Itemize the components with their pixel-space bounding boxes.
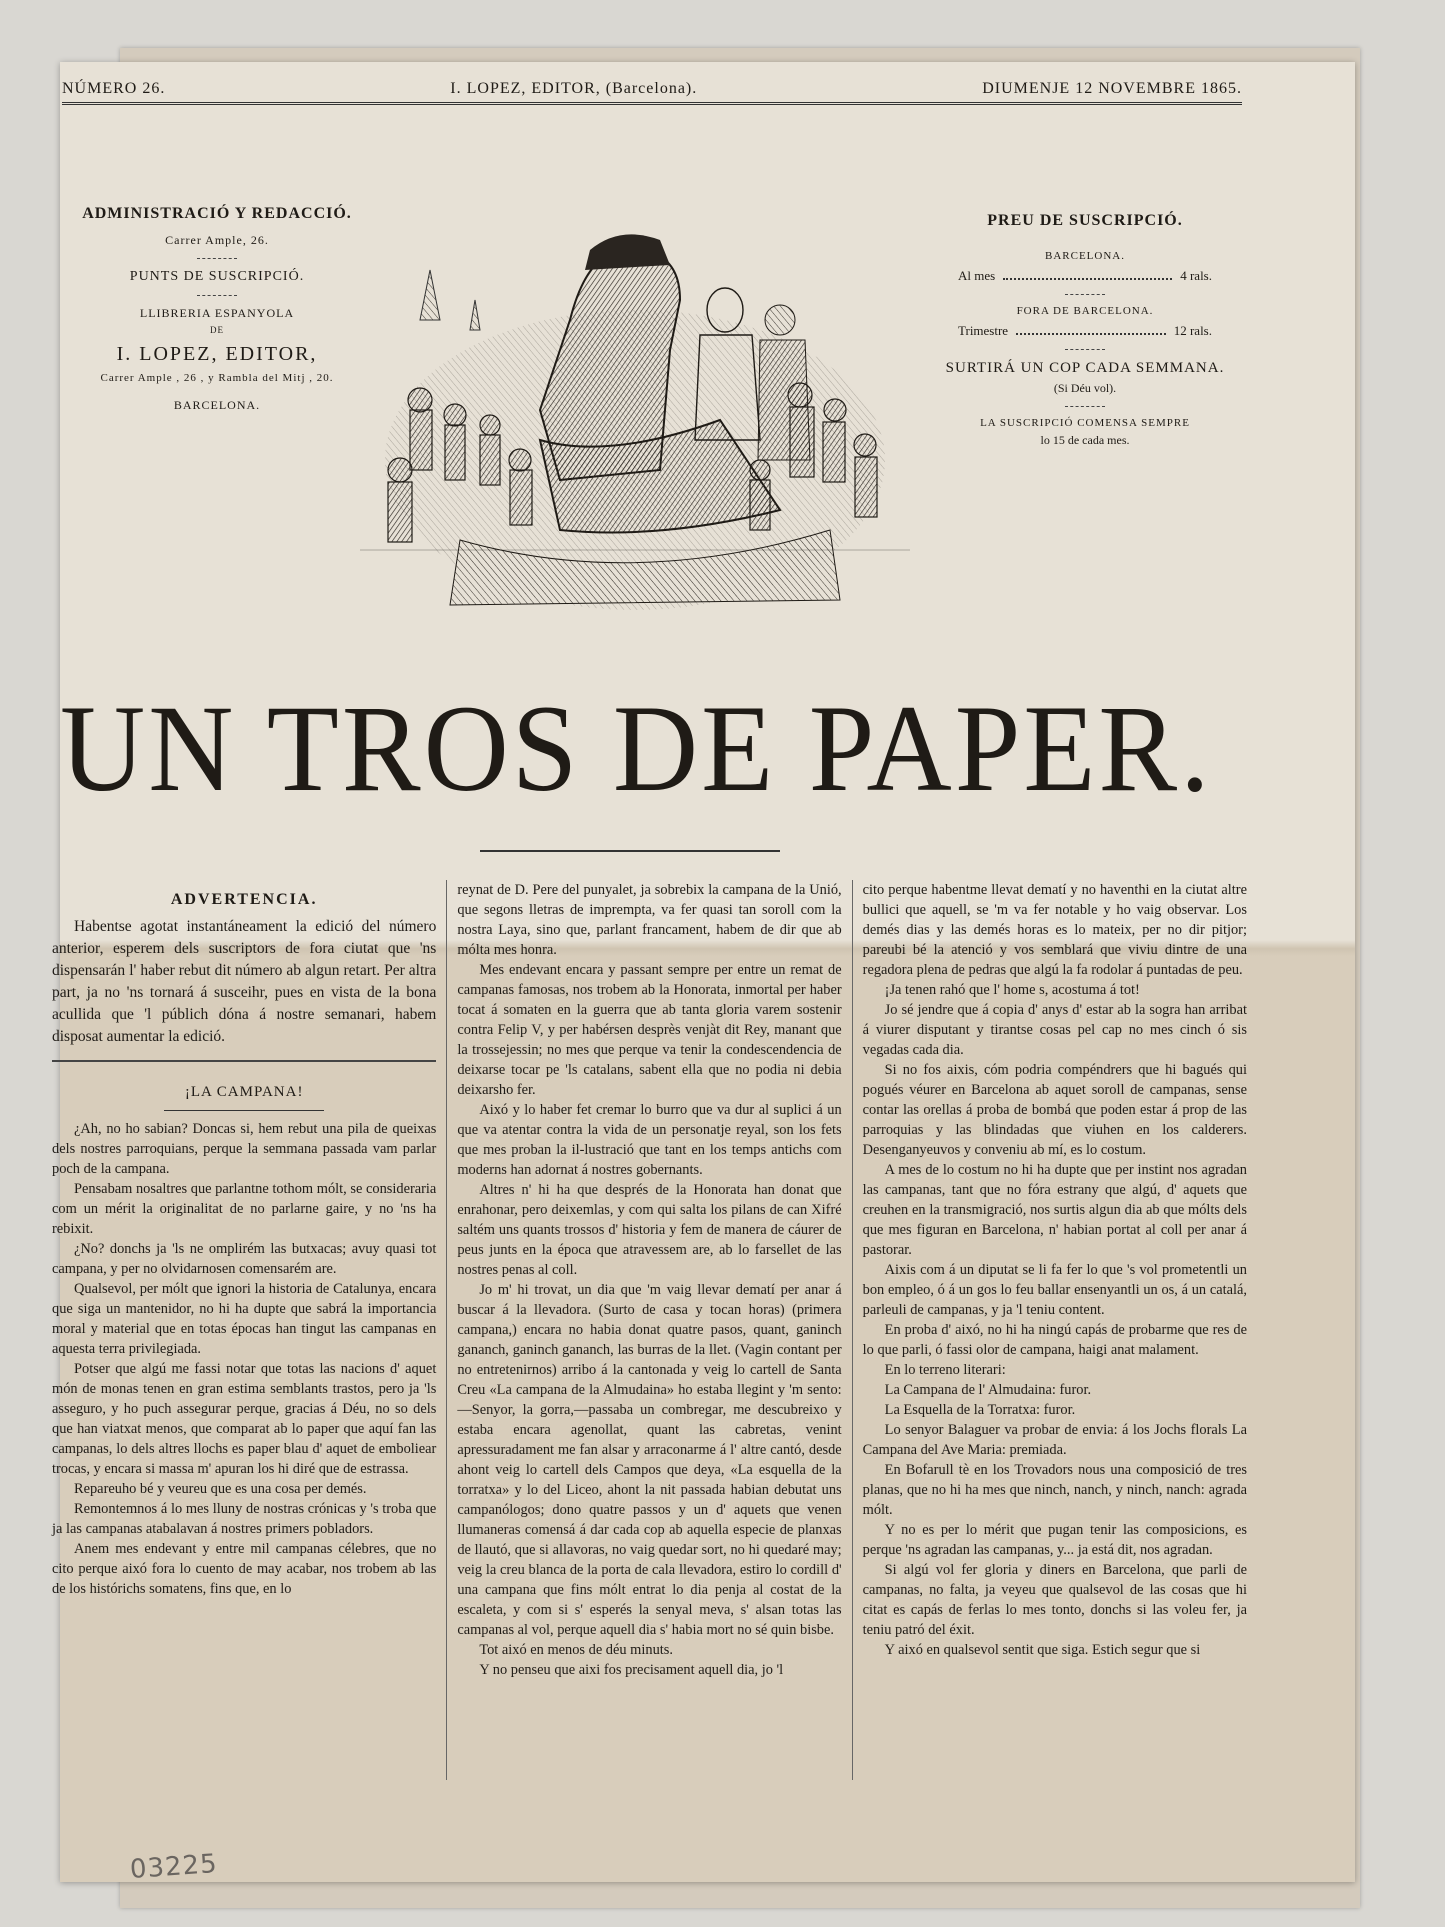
publisher-address: Carrer Ample , 26 , y Rambla del Mitj , 20. (100, 372, 334, 384)
paragraph: Lo senyor Balaguer va probar de envia: á los Jochs florals La Campana del Ave Maria: premiada. (862, 1422, 1247, 1458)
paragraph: Repareuho bé y veureu que es una cosa per demés. (74, 1481, 367, 1497)
paragraph: En proba d' aixó, no hi ha ningú capás de probarme que res de lo que parli, ó fassi olor de campana, haigi anat malament. (862, 1322, 1247, 1358)
paragraph: Jo sé jendre que á copia d' anys d' estar ab la sogra han arribat á viurer disputant y tirantse cosas pel cap no mes cinch ó sis vegadas cada dia. (862, 1002, 1247, 1058)
paragraph: Anem mes endevant y entre mil campanas célebres, que no cito perque aixó fora lo cuento de may acabar, nos trobem ab las de los histórichs somatens, fins que, en lo (52, 1541, 437, 1597)
barcelona-label: BARCELONA. (1045, 250, 1125, 262)
column-3 (852, 880, 1257, 1780)
points-heading: PUNTS DE SUSCRIPCIÓ. (129, 269, 305, 284)
divider (1065, 294, 1105, 295)
column-2 (446, 880, 851, 1780)
shop-name: LLIBRERIA ESPANYOLA (139, 306, 295, 320)
paragraph: Potser que algú me fassi notar que totas las nacions d' aquet món de monas tenen en gran estima semblants trastos, pero ja 'ls asseguro, y ho puch assegurar perque, gracias á Déu, no so dels que han viatxat menos, que comparat ab lo paper que aquí fan las campanas, lo dels altres llochs es paper blau d' aquet de emboliear trocas, y encara si massa m' apuran los hi diré que de estrassa. (52, 1361, 437, 1477)
paragraph: Altres n' hi ha que després de la Honorata han donat que enrahonar, pero deixemlas, y com qui salta los pilans de can Xifré saltém uns quants trossos d' historia y fem de manera de cáurer de peus junts en la época que atravessem are, ab lo farsellet de las nostres penas al coll. (457, 1182, 842, 1278)
quarter-label: Trimestre (958, 323, 1009, 338)
god-willing-note: (Si Déu vol). (1053, 381, 1117, 395)
editor-line: I. LOPEZ, EDITOR, (Barcelona). (450, 80, 698, 97)
month-price: 4 rals. (1180, 268, 1212, 283)
outside-label: FORA DE BARCELONA. (1016, 305, 1154, 317)
paragraph: En Bofarull tè en los Trovadors nous una composició de tres planas, que no hi ha mes que ninch, nanch, y ninch, nanch: agrada mólt. (862, 1462, 1247, 1518)
issue-date: DIUMENJE 12 NOVEMBRE 1865. (982, 80, 1242, 97)
administration-box (62, 205, 372, 417)
paragraph: Y no penseu que aixi fos precisament aquell dia, jo 'l (479, 1662, 784, 1678)
column-1 (42, 880, 446, 1780)
divider (1065, 406, 1105, 407)
issue-number: NÚMERO 26. (62, 80, 166, 97)
de-label: DE (210, 325, 224, 335)
divider (197, 295, 237, 296)
paragraph: Si no fos aixis, cóm podria compéndrers que hi bagués qui pogués véurer en Barcelona ab aquet soroll de campanas, sense contar las orellas á proba de bombá que poden estar á prop de las parroquias y las blindadas que viuhen en los calderers. Desenganyeuvos y conveniu ab mí, es lo costum. (862, 1062, 1247, 1158)
pencil-inventory-mark: 03225 (129, 1848, 219, 1886)
paragraph: Si algú vol fer gloria y diners en Barcelona, que parli de campanas, no falta, ja veyeu que qualsevol de las cosas que hi citat es capás de ferlas lo mes tonto, donchs si las voleu fer, ja teniu patró del éxit. (862, 1562, 1247, 1638)
quarter-price-row (930, 323, 1240, 339)
paragraph: Aixó y lo haber fet cremar lo burro que va dur al suplici á un que va atentar contra la vida de un personatje reyal, son los fets que mes proban la il-lustració que tant en los temps antichs com moderns han adornat á nostres gobernants. (457, 1102, 842, 1178)
giant-with-crowd-engraving (360, 210, 910, 625)
divider (1065, 349, 1105, 350)
administration-heading: ADMINISTRACIÓ Y REDACCIÓ. (82, 205, 352, 222)
paragraph: En lo terreno literari: (884, 1362, 1006, 1378)
administration-address: Carrer Ample, 26. (165, 233, 269, 247)
divider (197, 258, 237, 259)
month-label: Al mes (958, 268, 996, 283)
paragraph: Pensabam nosaltres que parlantne tothom mólt, se consideraria com un mérit la originalitat de no parlarne gaire, y no 'ns ha rebixit. (52, 1181, 437, 1237)
paragraph: Y aixó en qualsevol sentit que siga. Estich segur que si (884, 1642, 1201, 1658)
quarter-price: 12 rals. (1173, 323, 1212, 338)
paragraph: ¡Ja tenen rahó que l' home s, acostuma á tot! (884, 982, 1140, 998)
paragraph: cito perque habentme llevat dematí y no haventhi en la ciutat altre bullici que aquell, se 'm va fer notable y ho vaig observar. Los demés dias y las demés horas es lo mateix, per no dir pitjor; pareubi bé la atenció y vos semblará que viviu dintre de una regadora plena de pedras que algú la fa rodolar á puntadas de peu. (862, 882, 1247, 978)
article-title: ¡LA CAMPANA! (184, 1084, 304, 1100)
advert-title: ADVERTENCIA. (170, 891, 318, 908)
dot-leader (1003, 268, 1172, 280)
masthead (62, 80, 1242, 105)
weekly-note: SURTIRÁ UN COP CADA SEMMANA. (945, 360, 1225, 376)
subscription-heading: PREU DE SUSCRIPCIÓ. (987, 212, 1183, 229)
city: BARCELONA. (173, 398, 261, 412)
title-underline (164, 1110, 324, 1111)
paragraph: A mes de lo costum no hi ha dupte que per instint nos agradan las campanas, tant que no fóra estrany que algú, d' aquets que creuhen en la transmigració, nos surtis algun dia ab que mólts dels que mes figuran en Barcelona, n' habian portat al coll per anar á pastorar. (862, 1162, 1247, 1258)
article-columns (42, 880, 1257, 1780)
paragraph: La Esquella de la Torratxa: furor. (884, 1402, 1076, 1418)
month-price-row (930, 268, 1240, 284)
paragraph: ¿Ah, no ho sabian? Doncas si, hem rebut una pila de queixas dels nostres parroquians, perque la semmana passada vam parlar poch de la campana. (52, 1121, 437, 1177)
section-rule (52, 1060, 436, 1062)
paragraph: Jo m' hi trovat, un dia que 'm vaig llevar dematí per anar á buscar á la llevadora. (Surto de casa y tocan horas) (primera campana,) encara no habia donat quatre pasos, quant, ganinch gananch, ganinch gananch, las burras de la llet. (Vagin contant per no entretenirnos) arribo á la cantonada y veig lo cartell de Santa Creu «La campana de la Almudaina» ho estaba llegint y 'm sento:—Senyor, la gorra,—passaba un combregar, me descubreixo y estaba encara agenollat, quant las cabretas, venint apressuradament me fan alsar y arraconarme á l' altre cantó, desde ahont veig lo cartell dels Campos que deya, «La esquella de la torratxa» y lo del Liceo, ahont la nit passada habian debutat uns campanólogos; dono quatre passos y un d' aquets que venen llumaneras comensá á dar cada cop ab aquella especie de planxas de llautó, que si allavoras, no vaig quedar sort, no hi quedaré may; veig la creu blanca de la porta de cala llevadora, estiro lo cordill d' una campana que fins mólt entrat lo dia penja al costat de la escaleta, y com si s' esperés la senyal meva, s' alsan totas las campanas al vol, perque aquell dia s' habia mort no sé quin bisbe. (457, 1282, 842, 1638)
paragraph: Qualsevol, per mólt que ignori la historia de Catalunya, encara que siga un mantenidor, no hi ha dupte que sabrá la importancia moral y material que en totas épocas han tingut las campanas en aquesta terra privilegiada. (52, 1281, 437, 1357)
paragraph: Tot aixó en menos de déu minuts. (479, 1642, 673, 1658)
paragraph: Remontemnos á lo mes lluny de nostras crónicas y 's troba que ja las campanas atabalavan á nostres primers pobladors. (52, 1501, 437, 1537)
subscription-start-1: LA SUSCRIPCIÓ COMENSA SEMPRE (980, 417, 1190, 429)
subscription-box (930, 212, 1240, 448)
dot-leader (1016, 323, 1166, 335)
engraving-illustration (360, 210, 910, 625)
title-ornament-rule (480, 850, 780, 852)
paragraph: Y no es per lo mérit que pugan tenir las composicions, es perque 'ns agradan las campanas, y... ja está dit, nos agradan. (862, 1522, 1247, 1558)
paragraph: reynat de D. Pere del punyalet, ja sobrebix la campana de la Unió, que segons lletras de imprempta, va fer quasi tan soroll com la nostra Laya, sino que, parlant francament, habem de dir que ab mólta mes honra. (457, 882, 842, 958)
newspaper-title: UN TROS DE PAPER. (60, 679, 1213, 818)
advert-text: Habentse agotat instantáneament la edició del número anterior, esperem dels suscriptors de fora ciutat que 'ns dispensarán l' haber rebut dit número ab algun retart. Per altra part, ja no 'ns tornará á susceihr, pues en vista de la bona acullida que 'l públich dóna á nostre semanari, habem disposat aumentar la edició. (52, 918, 437, 1045)
paragraph: La Campana de l' Almudaina: furor. (884, 1382, 1092, 1398)
paragraph: ¿No? donchs ja 'ls ne omplirém las butxacas; avuy quasi tot campana, y per no olvidarnosen comensarém are. (52, 1241, 437, 1277)
subscription-start-2: lo 15 de cada mes. (1040, 433, 1130, 447)
paragraph: Aixis com á un diputat se li fa fer lo que 's vol prometentli un bon empleo, ó á un gos lo feu ballar ensenyantli un os, á un catalá, parleuli de campanas, y ja 'l teniu content. (862, 1262, 1247, 1318)
publisher-name: I. LOPEZ, EDITOR, (116, 343, 318, 365)
paragraph: Mes endevant encara y passant sempre per entre un remat de campanas famosas, nos trobem ab la Honorata, inmortal per haber tocat á somaten en la guerra que ab tanta gloria varem sostenir contra Felip V, y per habérsen desprès venjàt dit Rey, manant que la trossejessin; no mes que perque va tenir la condescendencia de deixarse tocar pe 'ls catalans, sabent ella que no podia ni debia deixarsho fer. (457, 962, 842, 1098)
